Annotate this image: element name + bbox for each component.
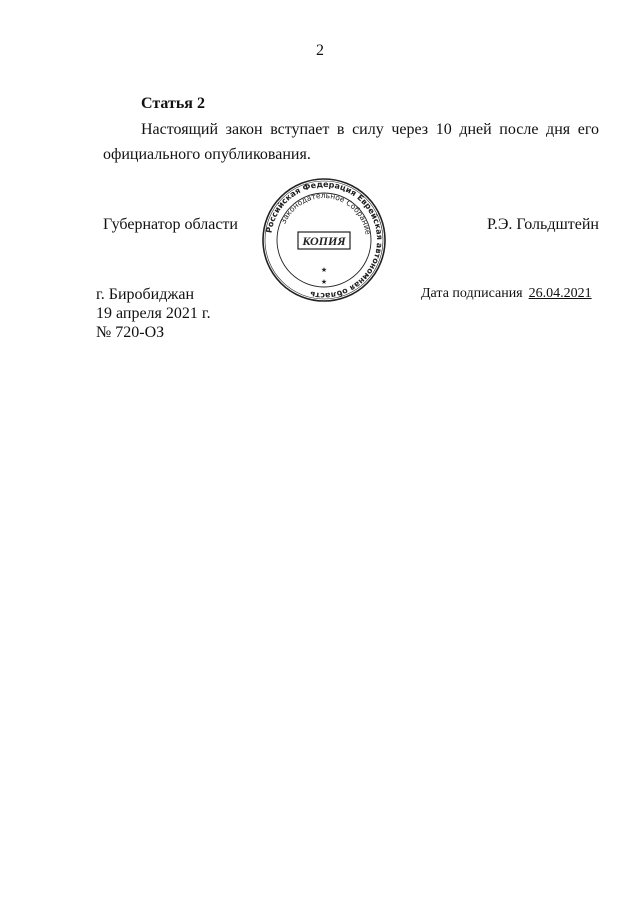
seal-star-icon: ★ (320, 278, 328, 286)
official-seal-stamp (262, 178, 386, 302)
seal-center-text: КОПИЯ (302, 234, 346, 248)
footer-block (96, 285, 211, 342)
footer-number: № 720-ОЗ (96, 324, 165, 341)
signing-date (421, 286, 592, 302)
page-number: 2 (316, 42, 324, 59)
footer-date: 19 апреля 2021 г. (96, 305, 211, 322)
signatory-name: Р.Э. Гольдштейн (486, 216, 599, 233)
footer-city: г. Биробиджан (96, 286, 195, 303)
article-title: Статья 2 (141, 95, 205, 112)
article-text: Настоящий закон вступает в силу через 10 дней после дня его официального опубликования. (103, 121, 599, 163)
seal-inner-text: Законодательное Собрание (278, 190, 373, 236)
signing-date-label: Дата подписания (421, 286, 523, 301)
seal-outer-text: Российская Федерация Еврейская автономная область (264, 179, 385, 301)
seal-star-icon: ★ (320, 266, 328, 274)
signatory-position: Губернатор области (103, 216, 238, 233)
signing-date-value: 26.04.2021 (528, 286, 592, 301)
